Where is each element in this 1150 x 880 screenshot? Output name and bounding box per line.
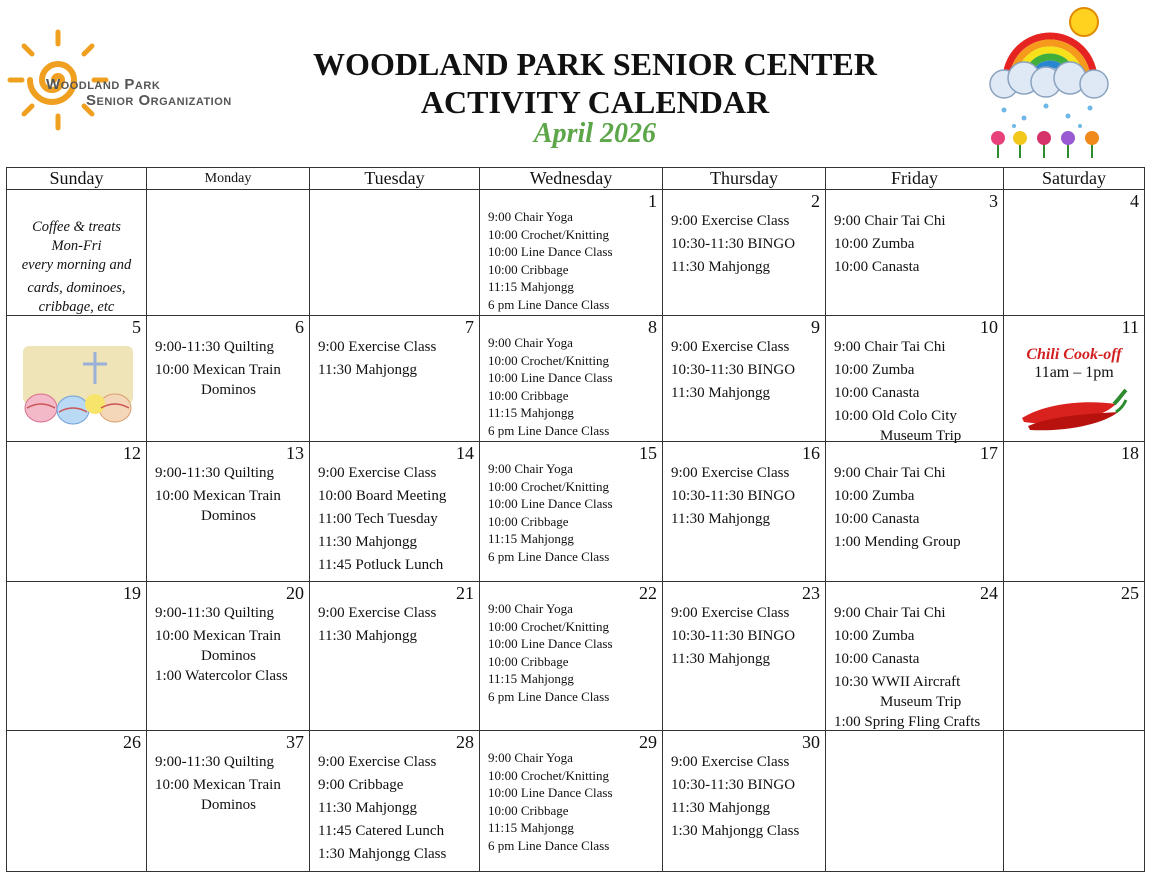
event-item: 10:00 Canasta xyxy=(834,651,920,667)
event-item: 10:00 Cribbage xyxy=(488,261,569,277)
day-number: 4 xyxy=(1130,191,1139,211)
day-number: 26 xyxy=(123,732,141,752)
day-cell-content xyxy=(480,442,662,581)
event-item: 10:30 WWII Aircraft xyxy=(834,674,961,690)
day-cell-content xyxy=(826,442,1003,581)
event-item: 11:15 Mahjongg xyxy=(488,279,574,294)
day-cell-friday xyxy=(826,316,1004,442)
event-list xyxy=(480,582,662,705)
day-cell-content xyxy=(7,582,146,730)
chili-peppers-icon xyxy=(1018,388,1128,439)
day-cell-wednesday xyxy=(480,731,663,872)
day-cell-content xyxy=(663,731,825,871)
note-line: cards, dominoes, xyxy=(27,280,126,296)
weekday-friday: Friday xyxy=(826,168,1004,190)
week-row xyxy=(7,731,1145,872)
event-item: 10:00 Zumba xyxy=(834,236,915,252)
event-item: 10:00 Crochet/Knitting xyxy=(488,767,609,783)
event-item: 9:00 Chair Yoga xyxy=(488,601,573,616)
event-list xyxy=(480,442,662,565)
event-item: 1:00 Watercolor Class xyxy=(155,668,288,684)
event-item: 10:30-11:30 BINGO xyxy=(671,777,796,793)
day-cell-content xyxy=(310,190,479,315)
event-item: 11:30 Mahjongg xyxy=(671,511,771,527)
day-cell-monday xyxy=(147,582,310,731)
event-item: 11:30 Mahjongg xyxy=(318,628,418,644)
event-item: 10:30-11:30 BINGO xyxy=(671,628,796,644)
event-item: 10:00 Mexican Train xyxy=(155,362,281,378)
event-item: 11:45 Catered Lunch xyxy=(318,823,445,839)
day-cell-sunday xyxy=(7,442,147,582)
event-list xyxy=(310,316,479,382)
special-event xyxy=(1004,346,1144,382)
event-list xyxy=(480,316,662,439)
event-item: 11:15 Mahjongg xyxy=(488,671,574,686)
day-number: 10 xyxy=(980,317,998,337)
event-item: 1:30 Mahjongg Class xyxy=(318,846,447,862)
event-list xyxy=(663,190,825,279)
day-number: 21 xyxy=(456,583,474,603)
day-number: 3 xyxy=(989,191,998,211)
event-item: 9:00 Chair Tai Chi xyxy=(834,339,946,355)
note-line: every morning and xyxy=(21,257,132,273)
event-item: 9:00 Chair Yoga xyxy=(488,335,573,350)
day-cell-thursday xyxy=(663,442,826,582)
day-cell-saturday xyxy=(1004,190,1145,316)
event-item: 1:30 Mahjongg Class xyxy=(671,823,800,839)
day-cell-content xyxy=(663,442,825,581)
event-item: 10:00 Line Dance Class xyxy=(488,370,613,385)
day-cell-friday xyxy=(826,731,1004,872)
event-item: 9:00 Cribbage xyxy=(318,777,404,793)
day-number: 7 xyxy=(465,317,474,337)
event-item: 9:00 Exercise Class xyxy=(318,605,437,621)
day-cell-tuesday xyxy=(310,190,480,316)
day-number: 13 xyxy=(286,443,304,463)
event-item: 9:00 Chair Yoga xyxy=(488,461,573,476)
event-item: 9:00 Chair Tai Chi xyxy=(834,465,946,481)
event-item: 10:00 Zumba xyxy=(834,628,915,644)
event-item: Museum Trip xyxy=(880,428,962,444)
day-number: 24 xyxy=(980,583,998,603)
event-list xyxy=(663,316,825,405)
event-item: 11:30 Mahjongg xyxy=(671,651,771,667)
day-cell-content xyxy=(480,316,662,441)
calendar-header xyxy=(0,0,1150,166)
day-cell-thursday xyxy=(663,190,826,316)
calendar-grid xyxy=(6,167,1145,872)
day-cell-thursday xyxy=(663,731,826,872)
event-item: 9:00-11:30 Quilting xyxy=(155,339,275,355)
event-item: 10:00 Line Dance Class xyxy=(488,785,613,800)
day-cell-content xyxy=(310,316,479,441)
day-cell-tuesday xyxy=(310,316,480,442)
event-list xyxy=(147,582,309,688)
event-list xyxy=(147,442,309,525)
day-cell-content xyxy=(826,316,1003,444)
event-item: 10:00 Crochet/Knitting xyxy=(488,618,609,634)
day-number: 14 xyxy=(456,443,474,463)
event-item: Dominos xyxy=(201,508,257,524)
day-cell-sunday xyxy=(7,316,147,442)
day-number: 17 xyxy=(980,443,998,463)
senior-organization-logo xyxy=(6,28,286,132)
weekday-monday: Monday xyxy=(147,168,310,190)
event-item: Dominos xyxy=(201,797,257,813)
event-item: 10:00 Canasta xyxy=(834,511,920,527)
page-title: WOODLAND PARK SENIOR CENTER xyxy=(313,46,877,82)
event-item: 11:15 Mahjongg xyxy=(488,531,574,546)
day-cell-content xyxy=(480,190,662,315)
event-item: 11:30 Mahjongg xyxy=(671,259,771,275)
event-item: 6 pm Line Dance Class xyxy=(488,296,610,312)
day-cell-saturday xyxy=(1004,442,1145,582)
note-line: Mon-Fri xyxy=(51,238,102,254)
event-list xyxy=(663,442,825,531)
event-item: 10:00 Cribbage xyxy=(488,653,569,669)
day-cell-content xyxy=(663,190,825,315)
day-number: 18 xyxy=(1121,443,1139,463)
day-cell-content xyxy=(147,731,309,871)
event-item: 10:00 Mexican Train xyxy=(155,628,281,644)
event-item: 1:00 Spring Fling Crafts xyxy=(834,714,981,730)
day-cell-monday xyxy=(147,731,310,872)
day-cell-content xyxy=(1004,190,1144,315)
event-item: 10:00 Crochet/Knitting xyxy=(488,478,609,494)
event-item: 9:00 Chair Tai Chi xyxy=(834,213,946,229)
event-item: 10:00 Line Dance Class xyxy=(488,244,613,259)
weekday-sunday: Sunday xyxy=(7,168,147,190)
day-cell-sunday xyxy=(7,582,147,731)
event-item: 10:00 Line Dance Class xyxy=(488,636,613,651)
event-item: 11:30 Mahjongg xyxy=(318,534,418,550)
event-list xyxy=(310,582,479,648)
event-item: 6 pm Line Dance Class xyxy=(488,422,610,438)
page-subtitle: ACTIVITY CALENDAR xyxy=(420,84,770,120)
event-list xyxy=(826,442,1003,554)
day-cell-content xyxy=(1004,316,1144,441)
event-item: 10:00 Line Dance Class xyxy=(488,496,613,511)
note-line: Coffee & treats xyxy=(32,219,121,235)
event-list xyxy=(480,731,662,854)
event-list xyxy=(826,582,1003,734)
event-item: 6 pm Line Dance Class xyxy=(488,688,610,704)
day-number: 15 xyxy=(639,443,657,463)
day-number: 19 xyxy=(123,583,141,603)
event-list xyxy=(826,316,1003,445)
week-row xyxy=(7,190,1145,316)
day-number: 12 xyxy=(123,443,141,463)
logo-text-line2: Senior Organization xyxy=(86,92,232,109)
event-item: 10:00 Cribbage xyxy=(488,802,569,818)
event-item: 9:00 Exercise Class xyxy=(671,605,790,621)
day-cell-friday xyxy=(826,190,1004,316)
day-cell-sunday xyxy=(7,190,147,316)
day-cell-tuesday xyxy=(310,582,480,731)
event-item: 9:00-11:30 Quilting xyxy=(155,605,275,621)
day-cell-wednesday xyxy=(480,190,663,316)
event-item: 10:00 Mexican Train xyxy=(155,488,281,504)
day-cell-tuesday xyxy=(310,442,480,582)
day-cell-content xyxy=(826,731,1003,871)
day-cell-content xyxy=(480,731,662,871)
day-cell-content xyxy=(147,442,309,581)
event-item: 10:00 Crochet/Knitting xyxy=(488,226,609,242)
event-item: 10:00 Crochet/Knitting xyxy=(488,352,609,368)
weekday-tuesday: Tuesday xyxy=(310,168,480,190)
day-cell-content xyxy=(310,442,479,581)
event-item: 11:30 Mahjongg xyxy=(671,800,771,816)
event-item: 6 pm Line Dance Class xyxy=(488,837,610,853)
week-row xyxy=(7,442,1145,582)
day-cell-saturday xyxy=(1004,731,1145,872)
day-cell-friday xyxy=(826,582,1004,731)
event-item: 10:00 Canasta xyxy=(834,259,920,275)
day-number: 20 xyxy=(286,583,304,603)
day-cell-content xyxy=(7,316,146,441)
day-number: 28 xyxy=(456,732,474,752)
day-cell-content xyxy=(7,442,146,581)
event-item: 11:30 Mahjongg xyxy=(318,362,418,378)
day-cell-content xyxy=(826,582,1003,730)
day-cell-monday xyxy=(147,442,310,582)
day-cell-content xyxy=(7,190,146,315)
day-cell-monday xyxy=(147,316,310,442)
day-cell-content xyxy=(1004,442,1144,581)
special-event-name: Chili Cook-off xyxy=(1026,346,1122,363)
event-item: 6 pm Line Dance Class xyxy=(488,548,610,564)
event-list xyxy=(663,582,825,671)
event-item: 11:15 Mahjongg xyxy=(488,820,574,835)
day-number: 1 xyxy=(648,191,657,211)
event-item: 1:00 Mending Group xyxy=(834,534,961,550)
event-item: 10:30-11:30 BINGO xyxy=(671,236,796,252)
event-item: 11:30 Mahjongg xyxy=(318,800,418,816)
event-item: 11:45 Potluck Lunch xyxy=(318,557,444,573)
event-item: 9:00-11:30 Quilting xyxy=(155,465,275,481)
day-cell-content xyxy=(663,582,825,730)
event-item: Dominos xyxy=(201,382,257,398)
day-cell-saturday xyxy=(1004,582,1145,731)
day-number: 37 xyxy=(286,732,304,752)
day-cell-thursday xyxy=(663,582,826,731)
event-item: 10:30-11:30 BINGO xyxy=(671,488,796,504)
event-item: 10:00 Old Colo City xyxy=(834,408,957,424)
event-item: Dominos xyxy=(201,648,257,664)
week-row xyxy=(7,316,1145,442)
event-item: 10:00 Cribbage xyxy=(488,387,569,403)
event-item: Museum Trip xyxy=(880,694,962,710)
day-cell-content xyxy=(147,582,309,730)
day-cell-monday xyxy=(147,190,310,316)
day-cell-content xyxy=(147,190,309,315)
event-item: 11:30 Mahjongg xyxy=(671,385,771,401)
day-number: 6 xyxy=(295,317,304,337)
day-cell-thursday xyxy=(663,316,826,442)
day-cell-content xyxy=(310,731,479,871)
day-cell-tuesday xyxy=(310,731,480,872)
day-number: 16 xyxy=(802,443,820,463)
week-row xyxy=(7,582,1145,731)
event-item: 9:00 Exercise Class xyxy=(671,213,790,229)
weekday-saturday: Saturday xyxy=(1004,168,1145,190)
event-item: 9:00 Exercise Class xyxy=(671,339,790,355)
event-item: 10:00 Zumba xyxy=(834,488,915,504)
day-number: 23 xyxy=(802,583,820,603)
month-label: April 2026 xyxy=(533,118,657,149)
daily-coffee-note xyxy=(7,190,146,317)
day-cell-content xyxy=(1004,582,1144,730)
event-item: 11:00 Tech Tuesday xyxy=(318,511,438,527)
happy-easter-icon xyxy=(19,342,137,431)
day-number: 11 xyxy=(1121,317,1139,337)
event-item: 10:00 Board Meeting xyxy=(318,488,447,504)
event-item: 10:30-11:30 BINGO xyxy=(671,362,796,378)
day-cell-wednesday xyxy=(480,442,663,582)
event-item: 10:00 Mexican Train xyxy=(155,777,281,793)
day-cell-wednesday xyxy=(480,582,663,731)
event-item: 10:00 Canasta xyxy=(834,385,920,401)
day-number: 5 xyxy=(132,317,141,337)
weekday-thursday: Thursday xyxy=(663,168,826,190)
event-item: 9:00 Exercise Class xyxy=(671,754,790,770)
day-cell-content xyxy=(310,582,479,730)
day-cell-content xyxy=(480,582,662,730)
event-item: 10:00 Zumba xyxy=(834,362,915,378)
event-item: 9:00-11:30 Quilting xyxy=(155,754,275,770)
day-cell-content xyxy=(7,731,146,871)
day-cell-content xyxy=(1004,731,1144,871)
event-item: 9:00 Exercise Class xyxy=(318,754,437,770)
day-number: 2 xyxy=(811,191,820,211)
logo-text-line1: Woodland Park xyxy=(46,76,161,93)
day-cell-sunday xyxy=(7,731,147,872)
event-list xyxy=(826,190,1003,279)
event-list xyxy=(310,442,479,577)
day-number: 8 xyxy=(648,317,657,337)
rainbow-sun-flowers-icon xyxy=(984,2,1116,160)
day-cell-wednesday xyxy=(480,316,663,442)
day-number: 29 xyxy=(639,732,657,752)
day-cell-saturday xyxy=(1004,316,1145,442)
day-number: 25 xyxy=(1121,583,1139,603)
weekday-wednesday: Wednesday xyxy=(480,168,663,190)
event-list xyxy=(663,731,825,843)
event-item: 9:00 Exercise Class xyxy=(318,339,437,355)
event-item: 9:00 Exercise Class xyxy=(671,465,790,481)
day-cell-content xyxy=(663,316,825,441)
day-cell-content xyxy=(826,190,1003,315)
event-item: 9:00 Chair Yoga xyxy=(488,750,573,765)
day-number: 30 xyxy=(802,732,820,752)
day-cell-friday xyxy=(826,442,1004,582)
event-item: 9:00 Exercise Class xyxy=(318,465,437,481)
event-item: 9:00 Chair Tai Chi xyxy=(834,605,946,621)
day-number: 9 xyxy=(811,317,820,337)
event-item: 11:15 Mahjongg xyxy=(488,405,574,420)
event-list xyxy=(147,731,309,814)
event-item: 10:00 Cribbage xyxy=(488,513,569,529)
day-cell-content xyxy=(147,316,309,441)
day-number: 22 xyxy=(639,583,657,603)
note-line: cribbage, etc xyxy=(38,299,115,315)
event-item: 9:00 Chair Yoga xyxy=(488,209,573,224)
event-list xyxy=(310,731,479,866)
event-list xyxy=(147,316,309,399)
weekday-header-row xyxy=(7,168,1145,190)
event-list xyxy=(480,190,662,313)
special-event-time: 11am – 1pm xyxy=(1034,364,1114,381)
